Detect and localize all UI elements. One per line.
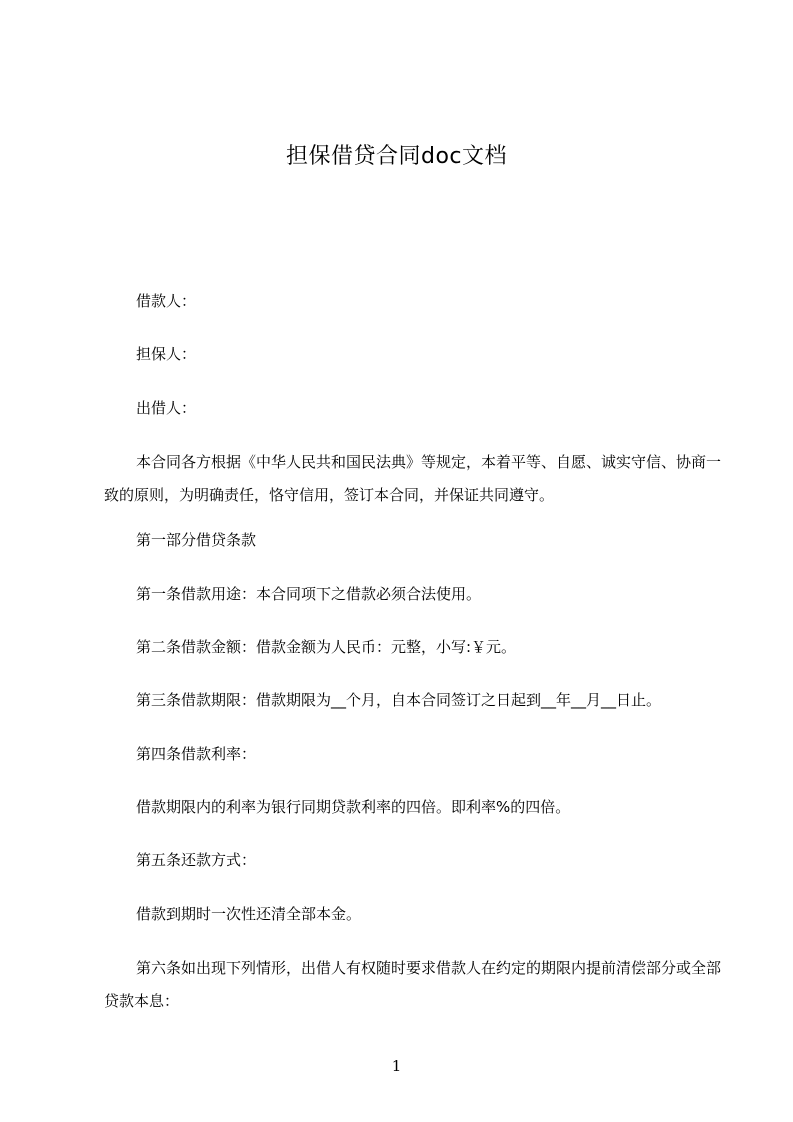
intro-paragraph [104,446,724,512]
article-6 [104,952,724,1018]
article-4-text: 借款期限内的利率为银行同期贷款利率的四倍。即利率%的四倍。 [136,798,571,816]
page-number: 1 [391,1057,402,1075]
article-5: 第五条还款方式： [136,851,257,869]
section-title: 第一部分借贷条款 [136,531,257,549]
article-6-text: 第六条如出现下列情形，出借人有权随时要求借款人在约定的期限内提前清偿部分或全部贷款本息： [104,959,722,1010]
lender-line: 出借人： [136,399,197,417]
article-1: 第一条借款用途：本合同项下之借款必须合法使用。 [136,585,482,603]
borrower-line: 借款人： [136,292,197,310]
article-5-text: 借款到期时一次性还清全部本金。 [136,905,362,923]
article-4: 第四条借款利率： [136,745,257,763]
article-3: 第三条借款期限：借款期限为__个月，自本合同签订之日起到__年__月__日止。 [136,691,662,709]
document-title: 担保借贷合同doc文档 [285,144,508,169]
guarantor-line: 担保人： [136,345,197,363]
intro-text: 本合同各方根据《中华人民共和国民法典》等规定，本着平等、自愿、诚实守信、协商一致的原则，为明确责任，恪守信用，签订本合同，并保证共同遵守。 [104,453,722,504]
article-2: 第二条借款金额：借款金额为人民币：元整，小写:￥元。 [136,638,517,656]
